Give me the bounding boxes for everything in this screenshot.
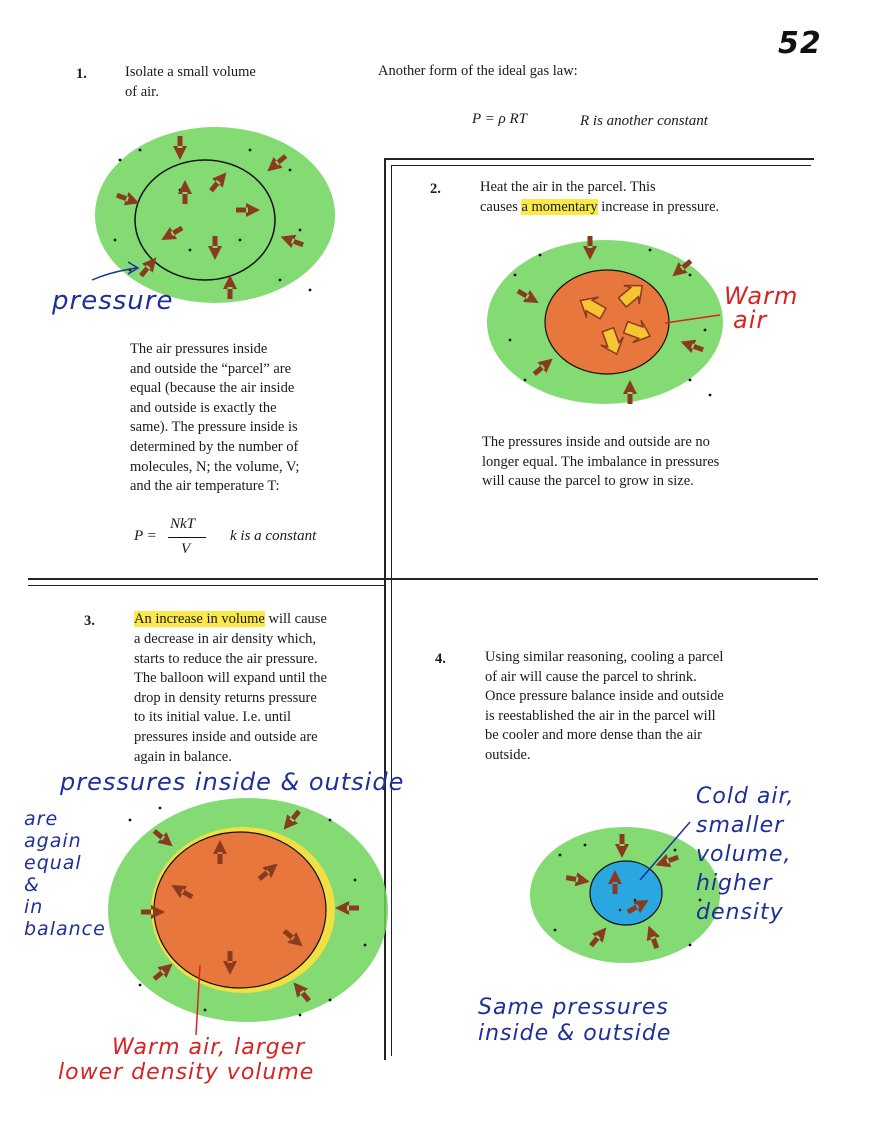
step2-body: The pressures inside and outside are no longer equal. The imbalance in pressures will cause the parcel to grow in size.	[482, 434, 720, 490]
step1-eq-den: V	[181, 541, 191, 557]
annotation-warm: Warm	[724, 282, 799, 310]
step1-title: Isolate a small volume of air.	[125, 64, 256, 100]
annotation-pressures-inside-outside: pressures inside & outside	[60, 768, 405, 796]
step3-body: a decrease in air density which, starts to reduce the air pressure. The balloon will expand until the drop in density returns pressure to its initial value. I.e. until pressures inside and outside are again in balance.	[134, 631, 327, 765]
header-text: Another form of the ideal gas law:	[378, 63, 578, 79]
annotation-pressure: pressure	[52, 286, 174, 316]
annotation-again-equal-balance: are again equal & in balance	[24, 808, 106, 940]
step2-number: 2.	[430, 181, 441, 197]
highlight-momentary: a momentary	[521, 199, 598, 215]
step1-body: The air pressures inside and outside the “parcel” are equal (because the air inside and outside is exactly the same). The pressure inside is determined by the number of molecules, N; the volume, V; and the air temperature T:	[130, 341, 300, 495]
annotation-warm-air-larger: Warm air, larger	[112, 1035, 306, 1060]
header-equation-note: R is another constant	[580, 113, 708, 129]
step2-line2-pre: causes	[480, 199, 522, 215]
annotation-cold-air-smaller: Cold air, smaller volume, higher density	[696, 784, 795, 925]
step1-eq-p: P =	[134, 528, 157, 544]
cold-parcel-4	[590, 861, 662, 925]
step2-line1: Heat the air in the parcel. This	[480, 179, 656, 195]
step1-eq-note: k is a constant	[230, 528, 317, 544]
header-equation: P = ρ RT	[472, 111, 527, 127]
step1-eq-num: NkT	[170, 516, 196, 532]
step4-body: Using similar reasoning, cooling a parcel of air will cause the parcel to shrink. Once pressure balance inside and outside is reestablished the air in the parcel will be cooler and more dense than the air outside.	[485, 649, 724, 763]
annotation-lower-density-volume: lower density volume	[58, 1060, 315, 1085]
highlight-increase-volume: An increase in volume	[134, 611, 265, 627]
step3-line1-post: will cause	[264, 611, 327, 627]
annotation-same-pressures: Same pressures inside & outside	[478, 995, 672, 1046]
step4-number: 4.	[435, 651, 446, 667]
step1-number: 1.	[76, 66, 87, 82]
step3-number: 3.	[84, 613, 95, 629]
page-number: 52	[778, 26, 822, 61]
step2-line2-post: increase in pressure.	[597, 199, 720, 215]
annotation-air: air	[733, 306, 768, 334]
